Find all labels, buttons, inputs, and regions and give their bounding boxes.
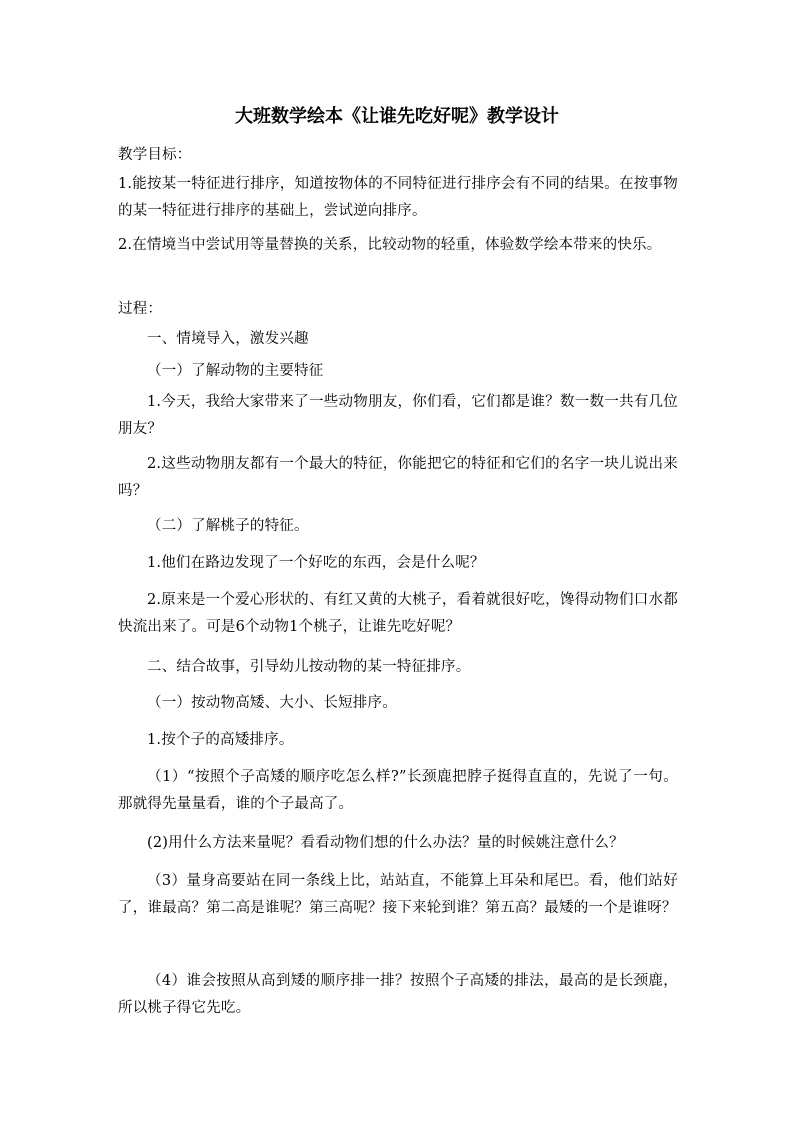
subsection-1-2-item-2: 2.原来是一个爱心形状的、有红又黄的大桃子，看着就很好吃，馋得动物们口水都快流出来了。可是6个动物1个桃子，让谁先吃好呢？ bbox=[118, 592, 678, 635]
objectives-heading: 教学目标： bbox=[118, 147, 192, 163]
objective-2: 2.在情境当中尝试用等量替换的关系，比较动物的轻重，体验数学绘本带来的快乐。 bbox=[118, 237, 662, 253]
subsection-1-2-item-1: 1.他们在路边发现了一个好吃的东西，会是什么呢？ bbox=[147, 555, 485, 571]
subsection-2-1-item-1: 1.按个子的高矮排序。 bbox=[147, 732, 294, 748]
subsection-1-1-item-2: 2.这些动物朋友都有一个最大的特征，你能把它的特征和它们的名字一块儿说出来吗？ bbox=[118, 456, 678, 499]
step-3: （3）量身高要站在同一条线上比，站站直，不能算上耳朵和尾巴。看，他们站好了，谁最高？第二高是谁呢？第三高呢？接下来轮到谁？第五高？最矮的一个是谁呀？ bbox=[118, 873, 678, 916]
process-heading: 过程： bbox=[118, 301, 163, 317]
section-2-heading: 二、结合故事，引导幼儿按动物的某一特征排序。 bbox=[147, 659, 471, 675]
subsection-2-1-heading: （一）按动物高矮、大小、长短排序。 bbox=[147, 695, 397, 711]
subsection-1-2-heading: （二）了解桃子的特征。 bbox=[147, 518, 309, 534]
step-4: （4）谁会按照从高到矮的顺序排一排？按照个子高矮的排法，最高的是长颈鹿，所以桃子得它先吃。 bbox=[118, 973, 678, 1016]
step-1: （1）“按照个子高矮的顺序吃怎么样?”长颈鹿把脖子挺得直直的，先说了一句。那就得先量量看，谁的个子最高了。 bbox=[118, 769, 678, 812]
section-1-heading: 一、情境导入，激发兴趣 bbox=[147, 331, 309, 347]
subsection-1-1-heading: （一）了解动物的主要特征 bbox=[147, 363, 324, 379]
objective-1: 1.能按某一特征进行排序，知道按物体的不同特征进行排序会有不同的结果。在按事物的某一特征进行排序的基础上，尝试逆向排序。 bbox=[118, 176, 678, 219]
step-2: (2)用什么方法来量呢？看看动物们想的什么办法？量的时候姚注意什么？ bbox=[147, 835, 624, 851]
subsection-1-1-item-1: 1.今天，我给大家带来了一些动物朋友，你们看，它们都是谁？数一数一共有几位朋友？ bbox=[118, 394, 678, 437]
document-title: 大班数学绘本《让谁先吃好呢》教学设计 bbox=[235, 106, 559, 127]
